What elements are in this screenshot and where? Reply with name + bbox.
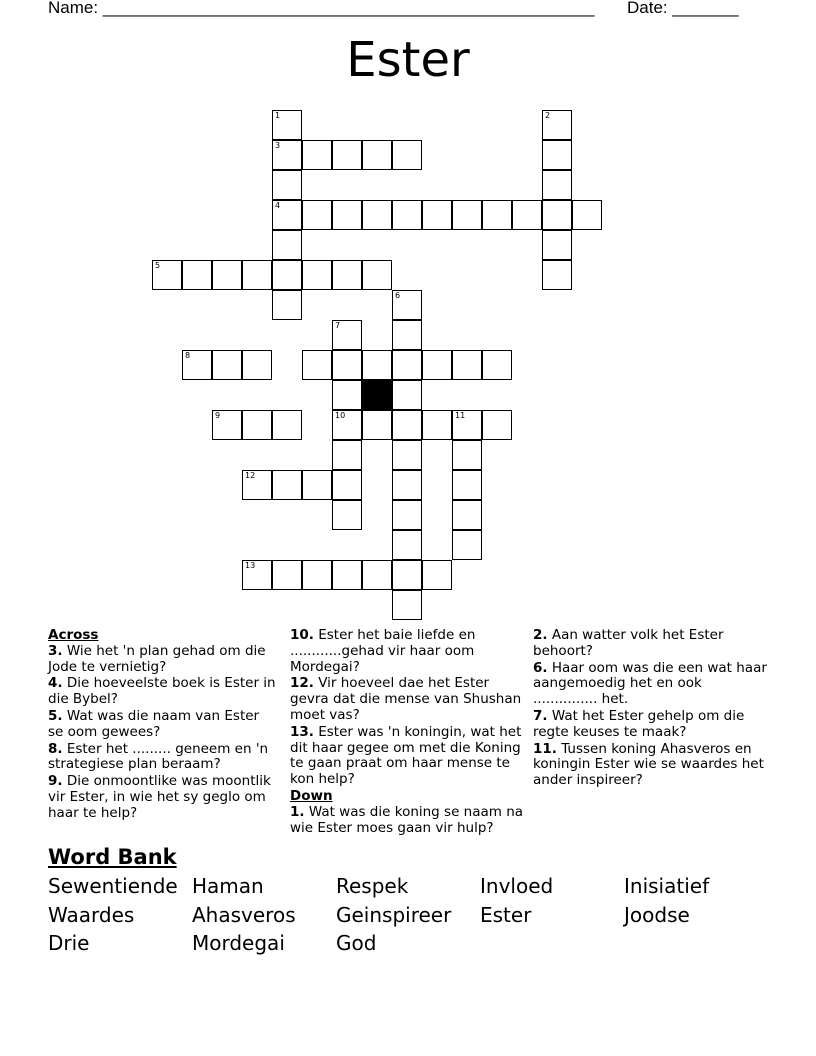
- clue-text: Ester het baie liefde en ............gehad vir haar oom Mordegai?: [290, 627, 476, 675]
- grid-cell[interactable]: [452, 440, 482, 470]
- clue-text: Ester was 'n koningin, wat het dit haar gegee om met die Koning te gaan praat om haar mense te kon help?: [290, 723, 522, 788]
- clue-item: [290, 805, 526, 837]
- grid-cell[interactable]: [542, 140, 572, 170]
- clue-number: 8: [185, 351, 191, 360]
- clue-item: [48, 742, 278, 774]
- date-field: Date: _______: [627, 0, 739, 17]
- grid-cell[interactable]: [362, 200, 392, 230]
- grid-cell[interactable]: [332, 500, 362, 530]
- grid-cell[interactable]: [482, 200, 512, 230]
- clue-number: 2: [545, 111, 551, 120]
- grid-cell[interactable]: [302, 350, 332, 380]
- grid-cell[interactable]: [512, 200, 542, 230]
- grid-cell[interactable]: [362, 350, 392, 380]
- clues-column-2: [290, 628, 526, 837]
- name-field: Name: ____________________________________________________: [48, 0, 595, 17]
- grid-cell[interactable]: [422, 560, 452, 590]
- clue-item: [48, 644, 278, 676]
- grid-cell[interactable]: [272, 230, 302, 260]
- word-bank-word: Drie: [48, 931, 90, 955]
- grid-cell[interactable]: [392, 200, 422, 230]
- clue-text: Die hoeveelste boek is Ester in die Bybel?: [48, 675, 276, 708]
- clue-item: [290, 725, 526, 788]
- clue-number: 3: [275, 141, 281, 150]
- word-bank-word: Mordegai: [192, 931, 285, 955]
- word-bank-word: God: [336, 931, 377, 955]
- clue-number: 4.: [48, 675, 63, 692]
- clue-number: 6: [395, 291, 401, 300]
- grid-cell[interactable]: [332, 410, 362, 440]
- clues-column-3: [533, 628, 768, 790]
- grid-cell[interactable]: [482, 410, 512, 440]
- grid-cell[interactable]: [242, 350, 272, 380]
- grid-cell[interactable]: [332, 320, 362, 350]
- word-bank-word: Joodse: [624, 903, 690, 927]
- grid-cell[interactable]: [362, 410, 392, 440]
- clue-text: Ester het ......... geneem en 'n strategiese plan beraam?: [48, 740, 269, 773]
- clue-text: Wie het 'n plan gehad om die Jode te vernietig?: [48, 642, 266, 675]
- grid-cell[interactable]: [542, 110, 572, 140]
- grid-cell[interactable]: [272, 410, 302, 440]
- grid-cell[interactable]: [452, 530, 482, 560]
- grid-cell[interactable]: [332, 200, 362, 230]
- page-title: Ester: [346, 32, 470, 88]
- clue-number: 13: [245, 561, 256, 570]
- word-bank-word: Geinspireer: [336, 903, 452, 927]
- clue-item: [533, 628, 768, 660]
- clue-number: 12: [245, 471, 256, 480]
- grid-cell[interactable]: [272, 110, 302, 140]
- grid-cell[interactable]: [392, 380, 422, 410]
- clue-number: 3.: [48, 642, 63, 659]
- grid-cell[interactable]: [362, 140, 392, 170]
- grid-cell[interactable]: [392, 590, 422, 620]
- clue-number: 9.: [48, 773, 63, 790]
- clue-item: [533, 661, 768, 708]
- grid-cell[interactable]: [332, 440, 362, 470]
- grid-cell[interactable]: [212, 350, 242, 380]
- grid-cell[interactable]: [272, 140, 302, 170]
- grid-cell[interactable]: [392, 140, 422, 170]
- grid-cell[interactable]: [212, 410, 242, 440]
- clue-number: 11.: [533, 740, 557, 757]
- grid-cell[interactable]: [422, 200, 452, 230]
- grid-cell[interactable]: [152, 260, 182, 290]
- grid-cell[interactable]: [242, 410, 272, 440]
- grid-cell[interactable]: [392, 440, 422, 470]
- grid-cell[interactable]: [422, 350, 452, 380]
- grid-cell[interactable]: [452, 200, 482, 230]
- down-heading: Down: [290, 787, 333, 804]
- clue-number: 5.: [48, 707, 63, 724]
- grid-cell[interactable]: [182, 260, 212, 290]
- clue-item: [48, 676, 278, 708]
- clue-number: 9: [215, 411, 221, 420]
- clue-text: Wat was die naam van Ester se oom gewees?: [48, 707, 260, 740]
- grid-cell[interactable]: [302, 470, 332, 500]
- clue-number: 8.: [48, 740, 63, 757]
- clue-number: 2.: [533, 627, 548, 643]
- grid-cell[interactable]: [392, 500, 422, 530]
- grid-cell[interactable]: [392, 350, 422, 380]
- grid-cell[interactable]: [362, 560, 392, 590]
- clue-text: Aan watter volk het Ester behoort?: [533, 627, 724, 659]
- grid-cell[interactable]: [332, 350, 362, 380]
- clue-number: 7: [335, 321, 341, 330]
- grid-cell[interactable]: [182, 350, 212, 380]
- clue-text: Haar oom was die een wat haar aangemoedig het en ook ............... het.: [533, 659, 767, 708]
- clue-number: 10: [335, 411, 346, 420]
- clue-number: 7.: [533, 707, 548, 724]
- black-cell: [362, 380, 392, 410]
- clue-number: 12.: [290, 675, 314, 692]
- grid-cell[interactable]: [242, 470, 272, 500]
- word-bank-word: Invloed: [480, 874, 554, 898]
- grid-cell[interactable]: [332, 140, 362, 170]
- grid-cell[interactable]: [302, 560, 332, 590]
- grid-cell[interactable]: [272, 560, 302, 590]
- grid-cell[interactable]: [452, 470, 482, 500]
- clue-item: [48, 709, 278, 741]
- grid-cell[interactable]: [542, 170, 572, 200]
- grid-cell[interactable]: [302, 200, 332, 230]
- grid-cell[interactable]: [332, 380, 362, 410]
- clues-column-1: [48, 628, 278, 823]
- grid-cell[interactable]: [272, 290, 302, 320]
- grid-cell[interactable]: [392, 320, 422, 350]
- grid-cell[interactable]: [392, 410, 422, 440]
- grid-cell[interactable]: [272, 170, 302, 200]
- clue-number: 11: [455, 411, 466, 420]
- grid-cell[interactable]: [452, 350, 482, 380]
- clue-number: 1: [275, 111, 281, 120]
- clue-number: 5: [155, 261, 161, 270]
- grid-cell[interactable]: [452, 410, 482, 440]
- clue-item: [290, 676, 526, 723]
- grid-cell[interactable]: [362, 260, 392, 290]
- grid-cell[interactable]: [392, 470, 422, 500]
- clue-number: 10.: [290, 627, 314, 643]
- word-bank-title: Word Bank: [48, 845, 177, 869]
- grid-cell[interactable]: [542, 230, 572, 260]
- grid-cell[interactable]: [452, 500, 482, 530]
- grid-cell[interactable]: [302, 140, 332, 170]
- word-bank-word: Inisiatief: [624, 874, 710, 898]
- word-bank-word: Haman: [192, 874, 264, 898]
- clue-text: Vir hoeveel dae het Ester gevra dat die mense van Shushan moet vas?: [290, 675, 522, 723]
- grid-cell[interactable]: [542, 200, 572, 230]
- word-bank-word: Ahasveros: [192, 903, 296, 927]
- clue-text: Tussen koning Ahasveros en koningin Ester wie se waardes het ander inspireer?: [533, 740, 764, 789]
- clue-number: 1.: [290, 803, 305, 820]
- clue-item: [533, 709, 768, 741]
- grid-cell[interactable]: [332, 260, 362, 290]
- word-bank-word: Waardes: [48, 903, 135, 927]
- word-bank-word: Sewentiende: [48, 874, 178, 898]
- clue-number: 4: [275, 201, 281, 210]
- grid-cell[interactable]: [542, 260, 572, 290]
- grid-cell[interactable]: [392, 530, 422, 560]
- grid-cell[interactable]: [242, 560, 272, 590]
- grid-cell[interactable]: [272, 260, 302, 290]
- grid-cell[interactable]: [242, 260, 272, 290]
- clue-text: Die onmoontlike was moontlik vir Ester, in wie het sy geglo om haar te help?: [48, 773, 271, 821]
- grid-cell[interactable]: [392, 290, 422, 320]
- grid-cell[interactable]: [482, 350, 512, 380]
- word-bank-word: Ester: [480, 903, 532, 927]
- grid-cell[interactable]: [302, 260, 332, 290]
- grid-cell[interactable]: [422, 410, 452, 440]
- clue-item: [533, 742, 768, 789]
- across-heading: Across: [48, 627, 99, 643]
- grid-cell[interactable]: [572, 200, 602, 230]
- grid-cell[interactable]: [392, 560, 422, 590]
- grid-cell[interactable]: [272, 200, 302, 230]
- grid-cell[interactable]: [272, 470, 302, 500]
- clue-text: Wat was die koning se naam na wie Ester moes gaan vir hulp?: [290, 803, 524, 836]
- grid-cell[interactable]: [212, 260, 242, 290]
- word-bank-word: Respek: [336, 874, 409, 898]
- clue-number: 6.: [533, 659, 548, 676]
- clue-item: [48, 774, 278, 821]
- clue-number: 13.: [290, 723, 314, 740]
- clue-text: Wat het Ester gehelp om die regte keuses te maak?: [533, 707, 745, 740]
- grid-cell[interactable]: [332, 470, 362, 500]
- grid-cell[interactable]: [332, 560, 362, 590]
- clue-item: [290, 628, 526, 675]
